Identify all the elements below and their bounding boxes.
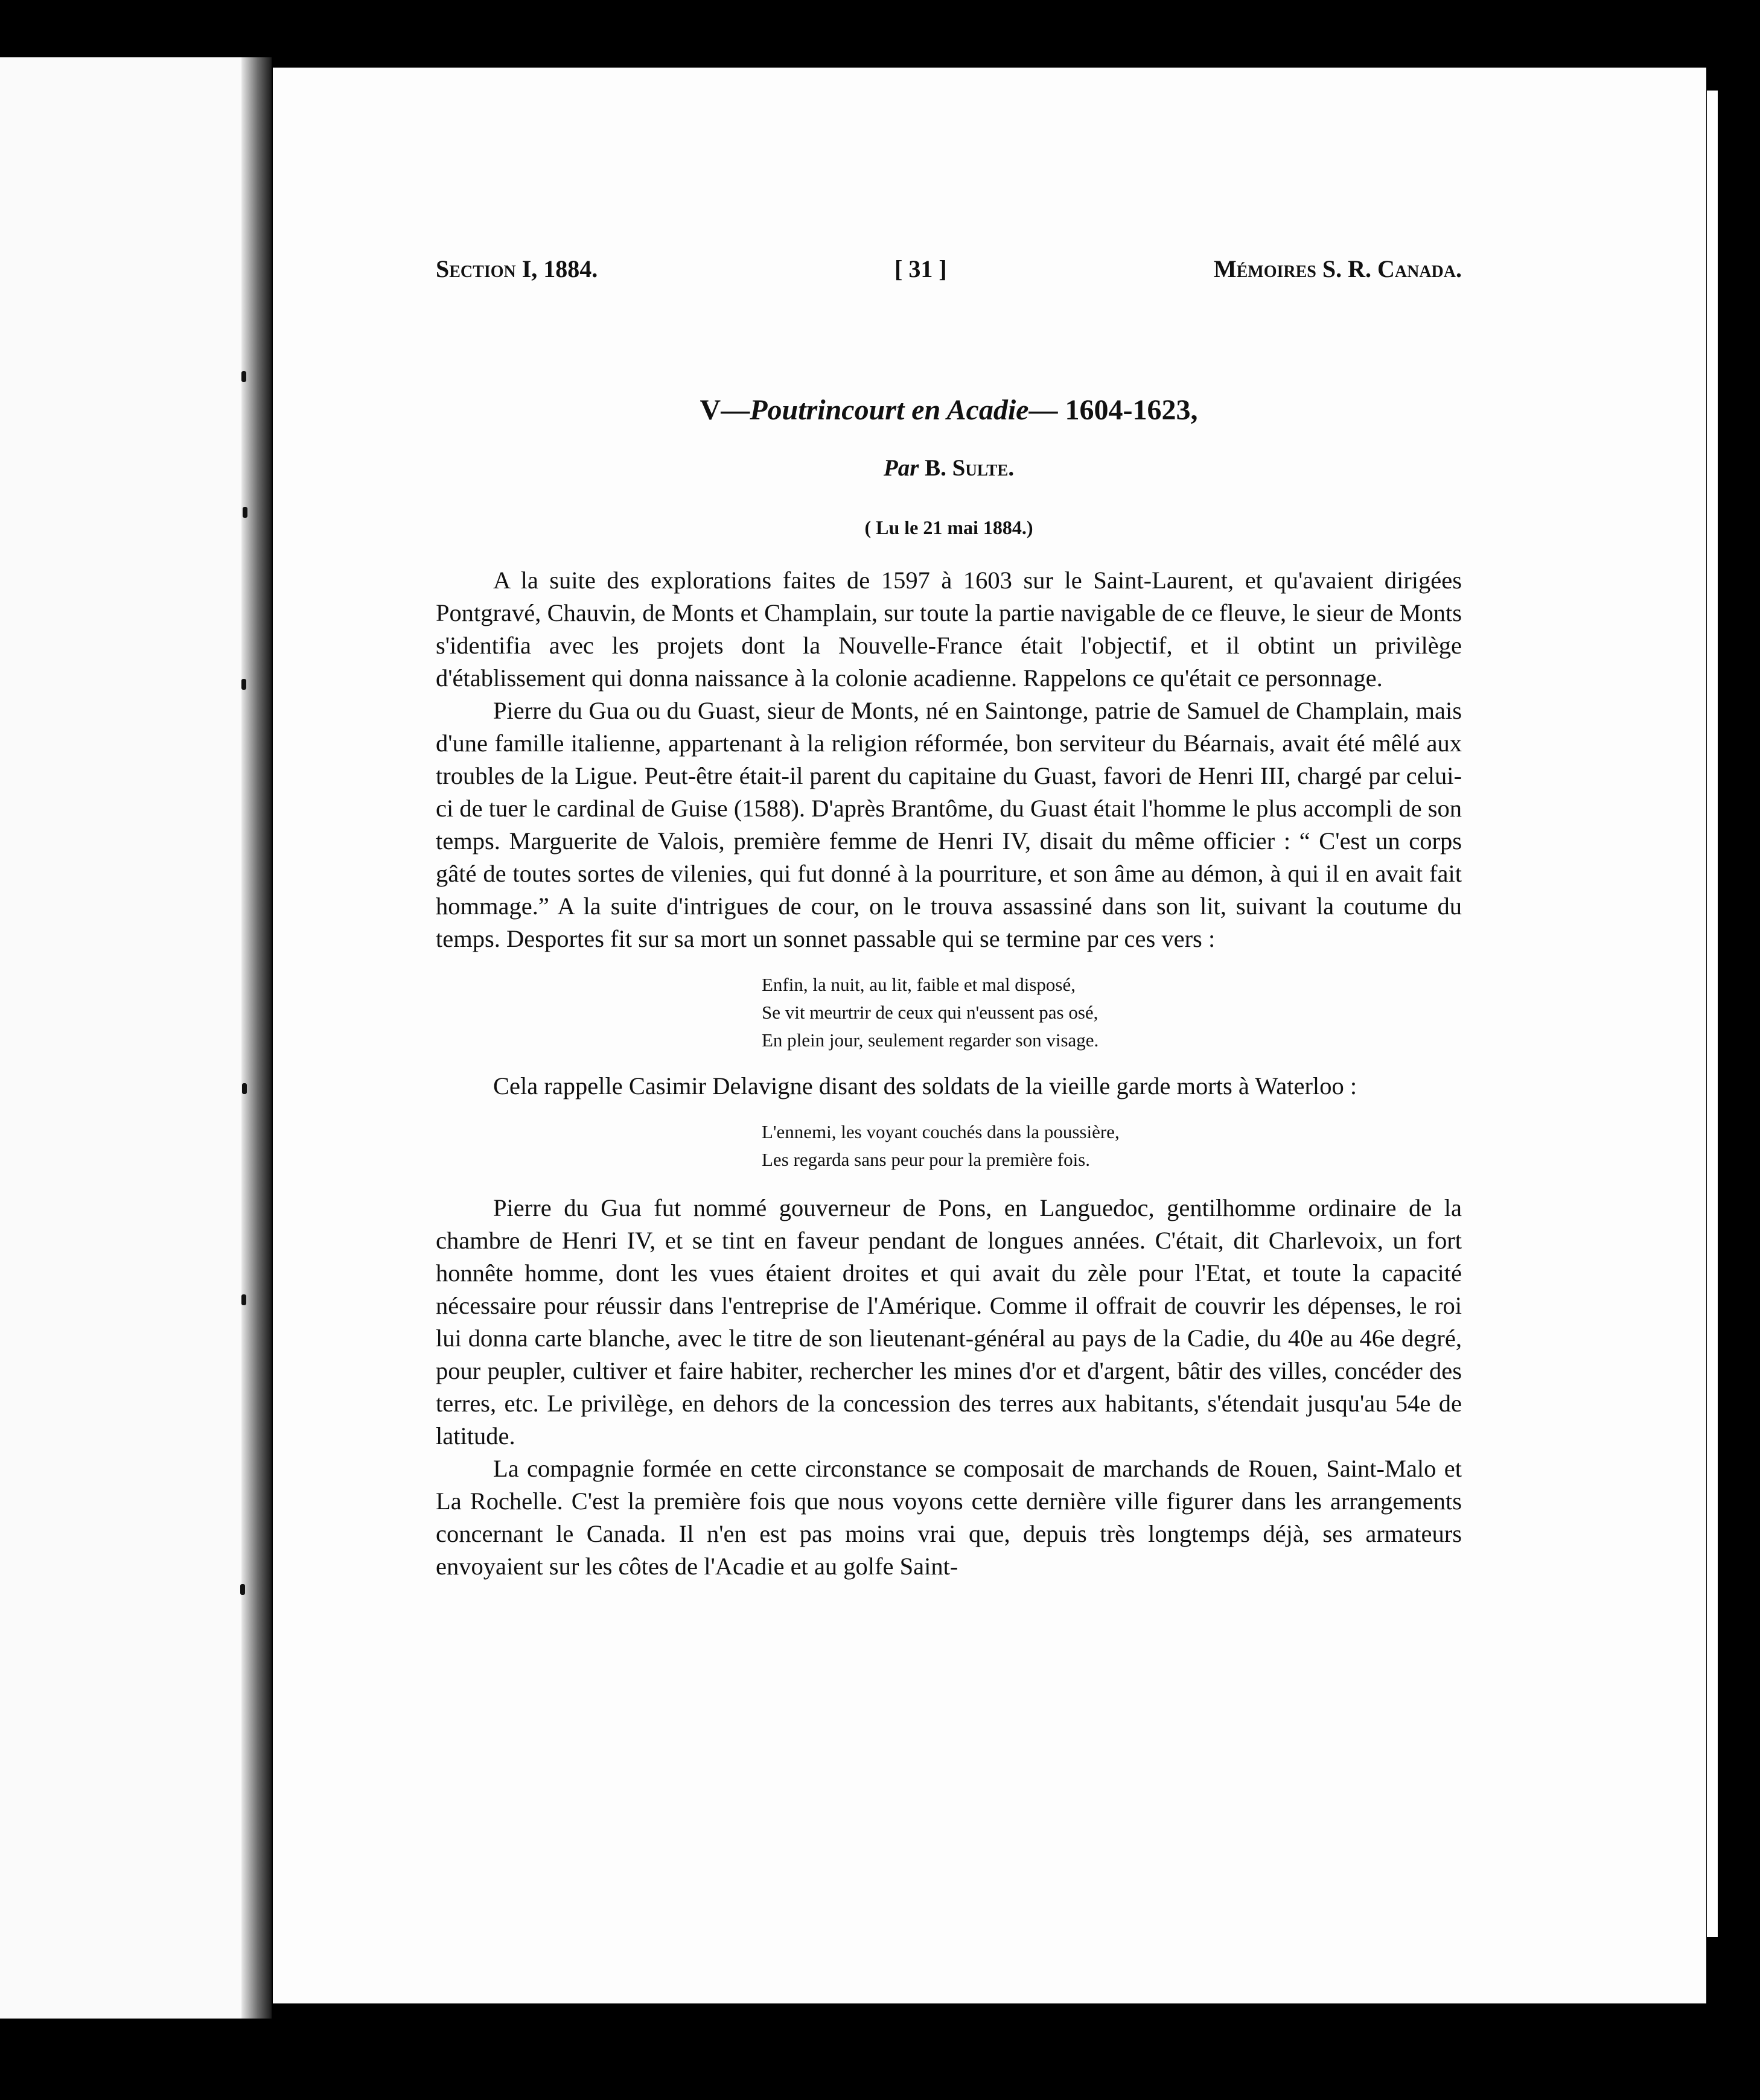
running-header <box>436 255 1462 291</box>
paragraph: La compagnie formée en cette circonstance se composait de marchands de Rouen, Saint-Malo et La Rochelle. C'est la première fois que nous voyons cette dernière ville figurer dans les arrangements concernant le Canada. Il n'en est pas moins vrai que, depuis très longtemps déjà, ses armateurs envoyaient sur les côtes de l'Acadie et au golfe Saint- <box>436 1455 1462 1580</box>
read-date: ( Lu le 21 mai 1884.) <box>864 517 1033 538</box>
verse-line: Les regarda sans peur pour la première fois. <box>762 1149 1090 1170</box>
section-label: Section I, 1884. <box>436 255 598 282</box>
binding-mark <box>241 371 246 382</box>
binding-mark <box>240 1584 245 1595</box>
paragraph: Pierre du Gua fut nommé gouverneur de Pons, en Languedoc, gentilhomme ordinaire de la chambre de Henri IV, et se tint en faveur pendant de longues années. C'était, dit Charlevoix, un fort honnête homme, dont les vues étaient droites et qui avait du zèle pour l'Etat, et toute la capacité nécessaire pour réussir dans l'entreprise de l'Amérique. Comme il offrait de couvrir les dépenses, le roi lui donna carte blanche, avec le titre de son lieutenant-général au pays de la Cadie, du 40e au 46e degré, pour peupler, cultiver et faire habiter, rechercher les mines d'or et d'argent, bâtir des villes, concéder des terres, etc. Le privilège, en dehors de la concession des terres aux habitants, s'étendait jusqu'au 54e de latitude. <box>436 1194 1462 1449</box>
paragraph: Pierre du Gua ou du Guast, sieur de Monts, né en Saintonge, patrie de Samuel de Champlain, mais d'une famille italienne, appartenant à la religion réformée, bon serviteur du Béarnais, avait été mêlé aux troubles de la Ligue. Peut-être était-il parent du capitaine du Guast, favori de Henri III, chargé par celui-ci de tuer le cardinal de Guise (1588). D'après Brantôme, du Guast était l'homme le plus accompli de son temps. Marguerite de Valois, première femme de Henri IV, disait du même officier : “ C'est un corps gâté de toutes sortes de vilenies, qui fut donné à la pourriture, et son âme au démon, à qui il en avait fait hommage.” A la suite d'intrigues de cour, on le trouva assassiné dans son lit, suivant la coutume du temps. Desportes fit sur sa mort un sonnet passable qui se termine par ces vers : <box>436 697 1462 952</box>
binding-mark <box>241 679 246 690</box>
page-content <box>436 255 1462 1583</box>
verse-line: L'ennemi, les voyant couchés dans la poussière, <box>762 1121 1120 1142</box>
article-title <box>436 393 1462 427</box>
verse-quote <box>762 1118 1462 1174</box>
book-spine <box>241 57 272 2019</box>
byline <box>436 454 1462 482</box>
verse-line: En plein jour, seulement regarder son visage. <box>762 1029 1099 1051</box>
binding-mark <box>241 1294 246 1305</box>
paragraph: A la suite des explorations faites de 1597 à 1603 sur le Saint-Laurent, et qu'avaient dirigées Pontgravé, Chauvin, de Monts et Champlain, sur toute la partie navigable de ce fleuve, le sieur de Monts s'identifia avec les projets dont la Nouvelle-France était l'objectif, et il obtint un privilège d'établissement qui donna naissance à la colonie acadienne. Rappelons ce qu'était ce personnage. <box>436 567 1462 692</box>
page-number: [ 31 ] <box>894 255 947 282</box>
title-suffix: — 1604-1623, <box>1028 394 1198 426</box>
journal-label: Mémoires S. R. Canada. <box>1213 255 1462 282</box>
paragraph: Cela rappelle Casimir Delavigne disant des soldats de la vieille garde morts à Waterloo : <box>493 1072 1357 1099</box>
left-page <box>0 57 241 2019</box>
byline-par: Par <box>883 455 919 481</box>
title-italic: Poutrincourt en Acadie <box>750 394 1029 426</box>
verse-quote <box>762 971 1462 1054</box>
title-prefix: V— <box>700 394 750 426</box>
binding-mark <box>243 507 247 518</box>
page-edge <box>1707 91 1718 1937</box>
verse-line: Enfin, la nuit, au lit, faible et mal disposé, <box>762 974 1076 995</box>
author-name: B. Sulte. <box>925 455 1015 481</box>
scanned-page <box>273 68 1706 2003</box>
verse-line: Se vit meurtrir de ceux qui n'eussent pas osé, <box>762 1002 1098 1023</box>
binding-mark <box>242 1083 247 1094</box>
